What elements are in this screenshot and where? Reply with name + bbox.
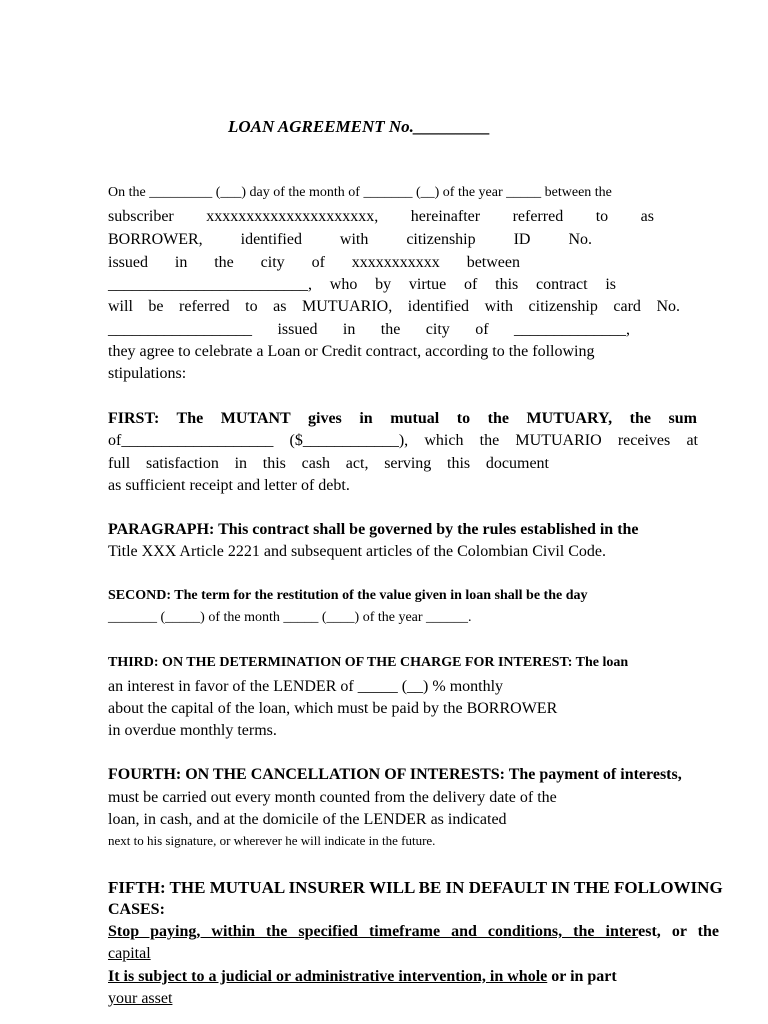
- fourth-clause-line-4: next to his signature, or wherever he will indicate in the future.: [108, 833, 436, 848]
- intro-line-5: _________________________, who by virtue of this contract is: [108, 276, 616, 293]
- intro-line-8: they agree to celebrate a Loan or Credit contract, according to the following: [108, 343, 595, 360]
- default-case-1-underlined: Stop paying, within the specified timeframe and conditions, the inter: [108, 923, 639, 940]
- intro-line-6: will be referred to as MUTUARIO, identified with citizenship card No.: [108, 298, 680, 315]
- third-clause-line-2: an interest in favor of the LENDER of _____ (__) % monthly: [108, 678, 504, 695]
- document-title: LOAN AGREEMENT No._________: [228, 117, 491, 136]
- intro-line-1: On the _________ (___) day of the month of _______ (__) of the year _____ between the: [108, 185, 612, 200]
- default-case-2: [108, 969, 617, 985]
- fifth-clause-cases-label: CASES:: [108, 901, 165, 918]
- default-case-1-rest: est, or the: [638, 923, 720, 940]
- intro-line-4: issued in the city of xxxxxxxxxxx between: [108, 254, 520, 271]
- first-clause-line-4: as sufficient receipt and letter of debt.: [108, 477, 350, 494]
- intro-line-9: stipulations:: [108, 365, 187, 382]
- third-clause-heading: THIRD: ON THE DETERMINATION OF THE CHARGE FOR INTEREST: The loan: [108, 655, 629, 670]
- paragraph-clause-line-2: Title XXX Article 2221 and subsequent articles of the Colombian Civil Code.: [108, 543, 607, 560]
- paragraph-clause-heading: PARAGRAPH: This contract shall be governed by the rules established in the: [108, 521, 639, 538]
- fourth-clause-line-3: loan, in cash, and at the domicile of the LENDER as indicated: [108, 811, 507, 828]
- second-clause-line-2: _______ (_____) of the month _____ (____) of the year ______.: [108, 610, 472, 625]
- default-case-2-underlined: It is subject to a judicial or administrative intervention, in whole: [108, 968, 548, 985]
- intro-line-7: __________________ issued in the city of ______________,: [108, 321, 630, 338]
- first-clause-heading: FIRST: The MUTANT gives in mutual to the MUTUARY, the sum: [108, 410, 697, 427]
- first-clause-line-2: of___________________ ($____________), which the MUTUARIO receives at: [108, 432, 698, 449]
- default-case-1: [108, 924, 719, 940]
- fifth-clause-heading: FIFTH: THE MUTUAL INSURER WILL BE IN DEFAULT IN THE FOLLOWING: [108, 878, 723, 897]
- second-clause-heading: SECOND: The term for the restitution of the value given in loan shall be the day: [108, 588, 588, 603]
- intro-line-2: subscriber xxxxxxxxxxxxxxxxxxxxx, hereinafter referred to as: [108, 208, 654, 225]
- third-clause-line-4: in overdue monthly terms.: [108, 722, 277, 739]
- default-case-2-rest: or in part: [547, 968, 617, 985]
- first-clause-line-3: full satisfaction in this cash act, serving this document: [108, 455, 549, 472]
- fourth-clause-line-2: must be carried out every month counted from the delivery date of the: [108, 789, 557, 806]
- third-clause-line-3: about the capital of the loan, which must be paid by the BORROWER: [108, 700, 558, 717]
- default-case-1-continuation: capital: [108, 945, 151, 962]
- intro-line-3: BORROWER, identified with citizenship ID No.: [108, 231, 592, 248]
- fourth-clause-heading: FOURTH: ON THE CANCELLATION OF INTERESTS: The payment of interests,: [108, 766, 682, 783]
- default-case-2-continuation: your asset: [108, 990, 173, 1007]
